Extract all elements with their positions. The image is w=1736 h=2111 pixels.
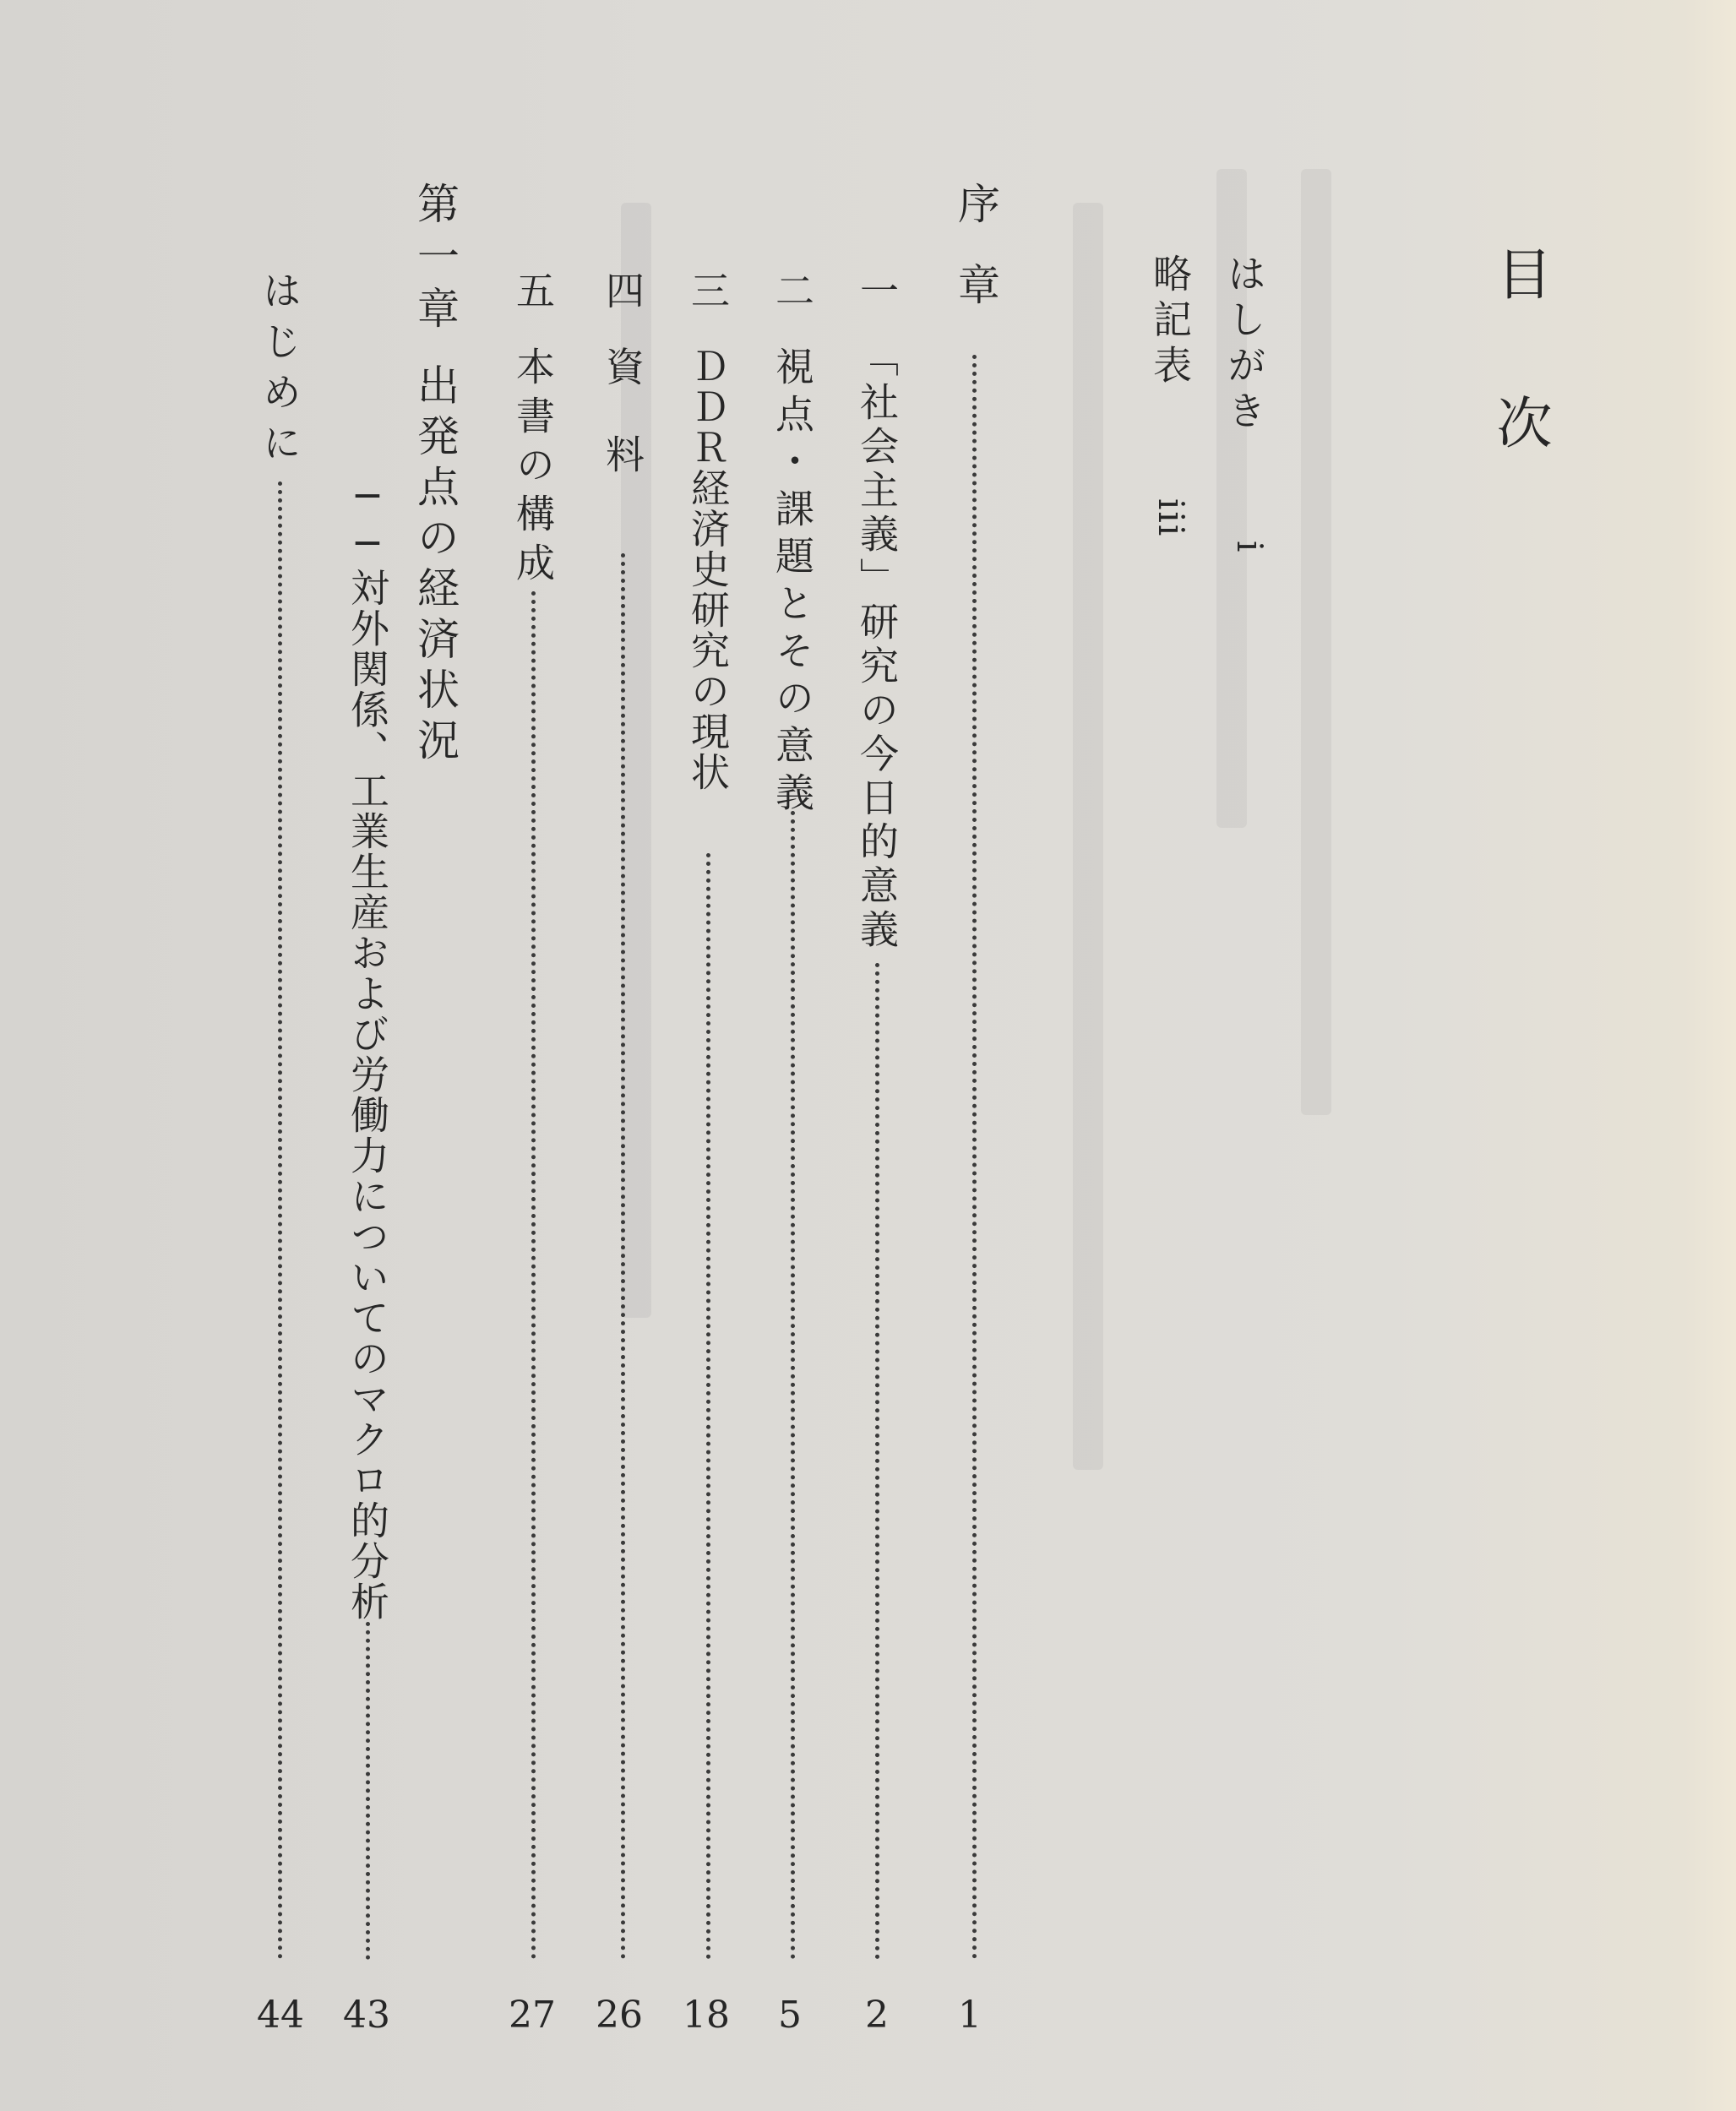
intro-page-number: 1 (958, 1994, 982, 2037)
intro-section-4-leader (621, 553, 625, 1960)
intro-section-1-leader (875, 963, 879, 1960)
chapter-1-page: 43 (343, 1994, 390, 2037)
intro-heading: 序章 (951, 182, 1000, 344)
front-item-abbreviations: 略記表 (1147, 253, 1193, 390)
intro-section-5-title: 本書の構成 (510, 346, 556, 591)
intro-section-2-number: 二 (770, 270, 815, 316)
chapter-1-leader (366, 1622, 370, 1960)
bleed-through-mark (1073, 203, 1103, 1470)
intro-section-3-leader (706, 853, 710, 1960)
intro-section-4-number: 四 (600, 270, 645, 316)
chapter-1-section-intro: はじめに (257, 270, 302, 473)
bleed-through-mark (1301, 169, 1331, 1115)
front-item-abbreviations-page: iii (1151, 498, 1192, 538)
intro-section-1-number: 一 (854, 270, 900, 316)
chapter-1-title: 出発点の経済状況 (411, 363, 460, 769)
front-item-preface: はしがき (1222, 253, 1267, 436)
intro-section-5-leader (531, 591, 536, 1960)
intro-section-2-page: 5 (778, 1994, 802, 2037)
chapter-1-subtitle: ──対外関係、工業生産および労働力についてのマクロ的分析 (345, 473, 390, 1622)
intro-section-2-leader (791, 811, 795, 1960)
intro-leader (972, 355, 977, 1960)
intro-section-1-title: 「社会主義」研究の今日的意義 (854, 338, 900, 953)
chapter-1-section-intro-page: 44 (257, 1994, 304, 2037)
intro-section-3-title: ＤＤＲ経済史研究の現状 (685, 346, 731, 792)
chapter-1-heading: 第一章 (411, 182, 460, 339)
intro-section-1-page: 2 (865, 1994, 889, 2037)
front-item-preface-page: i (1229, 541, 1271, 554)
intro-section-5-number: 五 (510, 270, 556, 316)
page-title: 目次 (1487, 245, 1552, 542)
intro-section-3-number: 三 (685, 270, 731, 316)
chapter-1-section-intro-leader (278, 482, 282, 1960)
intro-section-5-page: 27 (509, 1994, 556, 2037)
intro-section-4-page: 26 (596, 1994, 643, 2037)
intro-section-3-page: 18 (683, 1994, 730, 2037)
intro-section-4-title: 資 料 (600, 346, 645, 478)
intro-section-2-title: 視点・課題とその意義 (770, 346, 815, 819)
